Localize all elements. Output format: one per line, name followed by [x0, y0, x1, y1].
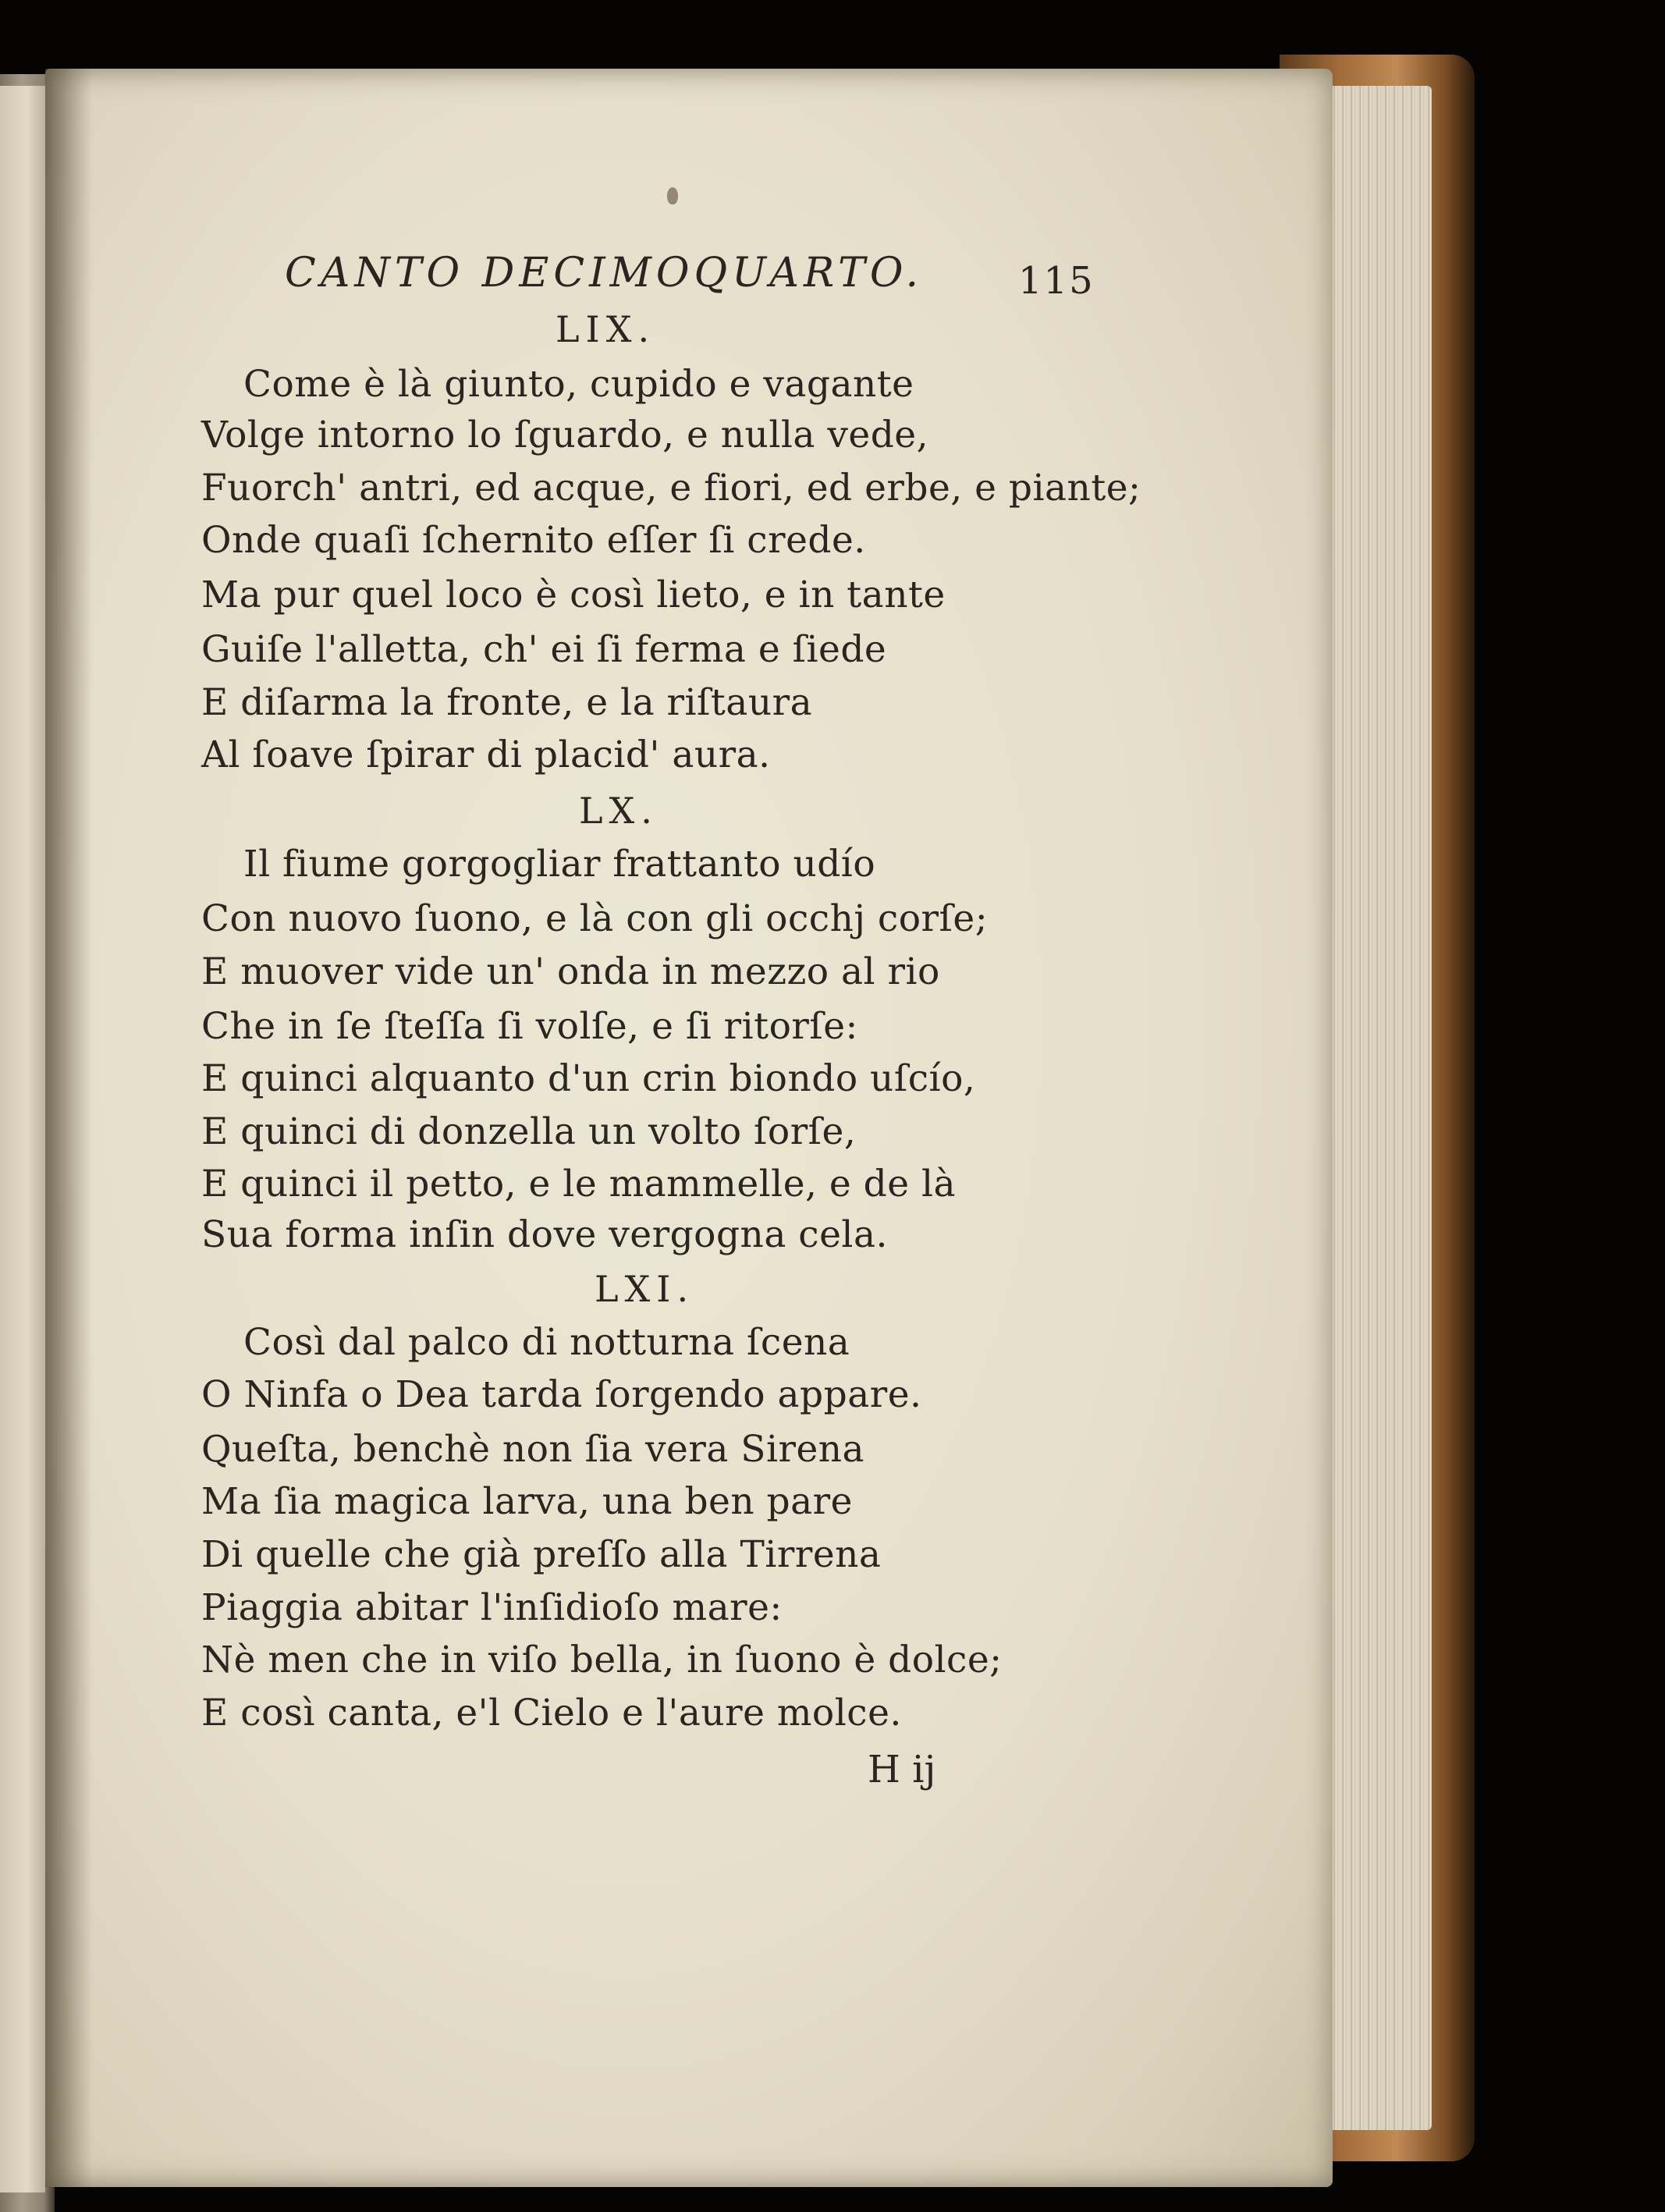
verse-line: Così dal palco di notturna ſcena [243, 1321, 850, 1364]
verse-line: E così canta, e'l Cielo e l'aure molce. [201, 1692, 902, 1734]
verse-line: Nè men che in viſo bella, in ſuono è dolce; [201, 1639, 1003, 1681]
left-page-paper [0, 86, 45, 2192]
verse-line: Il fiume gorgogliar frattanto udío [243, 843, 876, 886]
stanza-number: LXI. [595, 1268, 695, 1310]
gutter-shadow [45, 69, 92, 2187]
verse-line: E quinci di donzella un volto ſorſe, [201, 1110, 857, 1153]
stanza-number: LX. [579, 790, 659, 832]
verse-line: Con nuovo ſuono, e là con gli occhj corſe; [201, 897, 989, 940]
verse-line: Sua forma inſin dove vergogna cela. [201, 1213, 888, 1256]
verse-line: Queſta, benchè non ſia vera Sirena [201, 1428, 865, 1471]
verse-line: Come è là giunto, cupido e vagante [243, 363, 914, 406]
verse-line: Ma ſia magica larva, una ben pare [201, 1480, 853, 1523]
verse-line: Ma pur quel loco è così lieto, e in tante [201, 573, 946, 616]
verse-line: Guiſe l'alletta, ch' ei ſi ferma e ſiede [201, 628, 887, 671]
verse-line: Fuorch' antri, ed acque, e fiori, ed erbe, e piante; [201, 467, 1141, 510]
verse-line: E quinci il petto, e le mammelle, e de là [201, 1163, 957, 1205]
verse-line: Volge intorno lo ſguardo, e nulla vede, [201, 414, 929, 456]
verse-line: Che in ſe ſteſſa ſi volſe, e ſi ritorſe: [201, 1005, 858, 1048]
signature-mark: H ij [868, 1748, 936, 1791]
running-title: CANTO DECIMOQUARTO. [285, 250, 923, 296]
verse-line: Di quelle che già preſſo alla Tirrena [201, 1533, 882, 1576]
verse-line: E muover vide un' onda in mezzo al rio [201, 950, 940, 993]
verse-line: E quinci alquanto d'un crin biondo uſcío, [201, 1057, 976, 1100]
ink-mark [667, 187, 678, 204]
verse-line: Onde quaſi ſchernito eſſer ſi crede. [201, 519, 866, 562]
verse-line: Al ſoave ſpirar di placid' aura. [201, 733, 771, 776]
page-number: 115 [1018, 259, 1095, 303]
verse-line: E diſarma la fronte, e la riſtaura [201, 681, 813, 724]
verse-line: O Ninfa o Dea tarda ſorgendo appare. [201, 1373, 922, 1416]
verse-line: Piaggia abitar l'inſidioſo mare: [201, 1586, 783, 1629]
stanza-number: LIX. [556, 308, 656, 350]
